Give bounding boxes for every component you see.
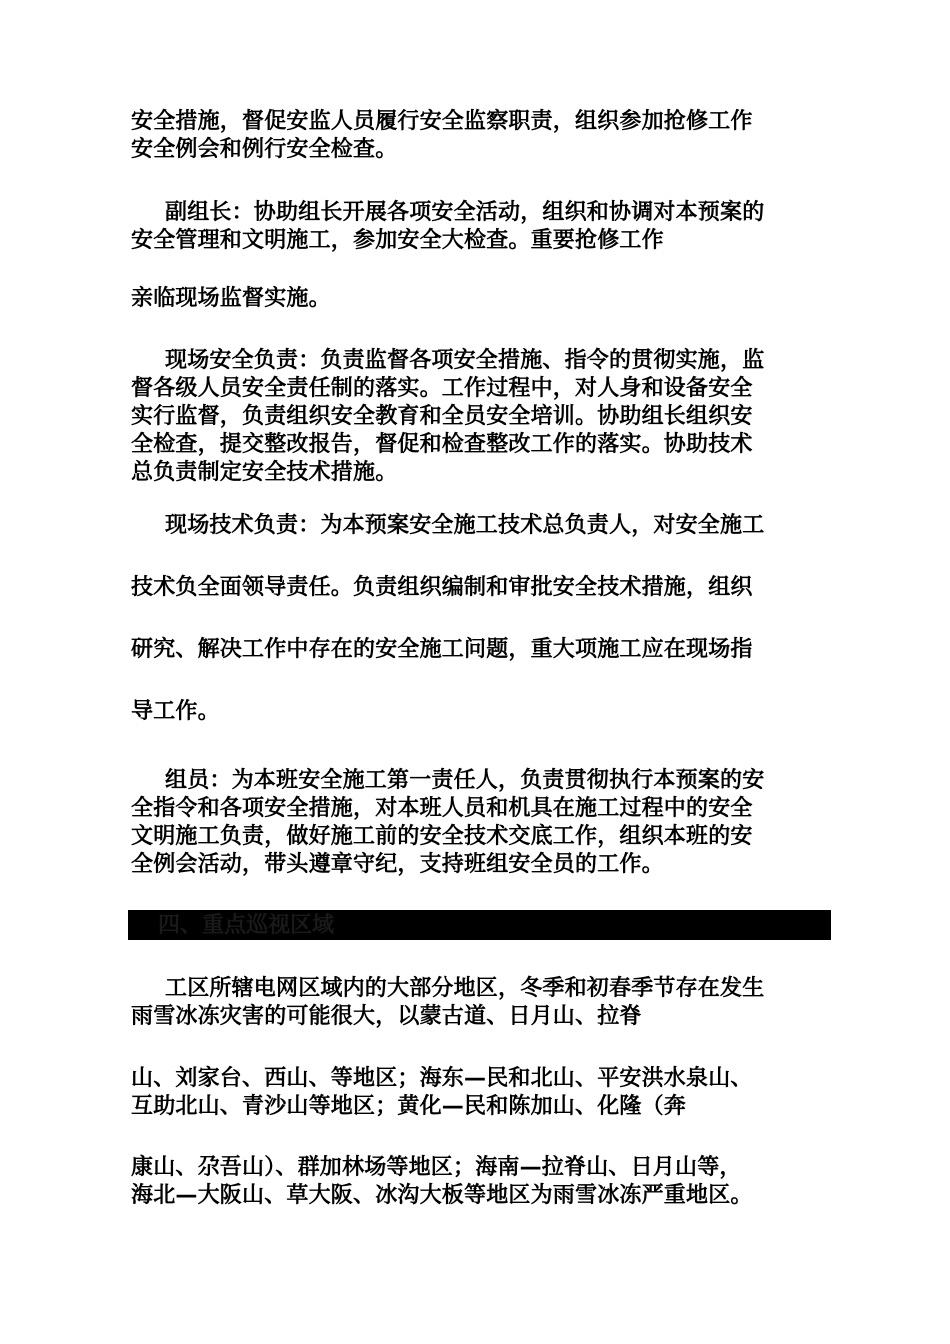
paragraph-line: 技术负全面领导责任。负责组织编制和审批安全技术措施，组织 (131, 575, 753, 600)
paragraph-line: 安全措施，督促安监人员履行安全监察职责，组织参加抢修工作 (131, 109, 753, 134)
paragraph-line: 山、刘家台、西山、等地区；海东—民和北山、平安洪水泉山、 (131, 1066, 753, 1091)
paragraph-line: 亲临现场监督实施。 (131, 286, 331, 311)
paragraph-line: 实行监督，负责组织安全教育和全员安全培训。协助组长组织安 (131, 404, 753, 429)
paragraph-line: 文明施工负责，做好施工前的安全技术交底工作，组织本班的安 (131, 824, 753, 849)
paragraph-line: 全例会活动，带头遵章守纪，支持班组安全员的工作。 (131, 852, 664, 877)
paragraph-line: 康山、尕吾山）、群加林场等地区；海南—拉脊山、日月山等， (131, 1155, 742, 1180)
paragraph-line: 全指令和各项安全措施，对本班人员和机具在施工过程中的安全 (131, 796, 753, 821)
paragraph-site-safety: 现场安全负责：负责监督各项安全措施、指令的贯彻实施，监 (165, 348, 765, 373)
paragraph-line: 全检查，提交整改报告，督促和检查整改工作的落实。协助技术 (131, 432, 753, 457)
paragraph-members: 组员：为本班安全施工第一责任人，负责贯彻执行本预案的安 (165, 768, 765, 793)
paragraph-deputy-leader: 副组长：协助组长开展各项安全活动，组织和协调对本预案的 (165, 200, 765, 225)
paragraph-line: 导工作。 (131, 699, 220, 724)
paragraph-line: 雨雪冰冻灾害的可能很大，以蒙古道、日月山、拉脊 (131, 1004, 642, 1029)
paragraph-line: 总负责制定安全技术措施。 (131, 460, 398, 485)
paragraph-line: 互助北山、青沙山等地区；黄化—民和陈加山、化隆（奔 (131, 1094, 687, 1119)
paragraph-site-technical: 现场技术负责：为本预案安全施工技术总负责人，对安全施工 (165, 513, 765, 538)
section-heading: 四、重点巡视区域 (158, 913, 335, 938)
paragraph-key-areas: 工区所辖电网区域内的大部分地区，冬季和初春季节存在发生 (165, 976, 765, 1001)
paragraph-line: 海北—大阪山、草大阪、冰沟大板等地区为雨雪冰冻严重地区。 (131, 1183, 753, 1208)
paragraph-line: 督各级人员安全责任制的落实。工作过程中，对人身和设备安全 (131, 376, 753, 401)
paragraph-line: 安全管理和文明施工，参加安全大检查。重要抢修工作 (131, 228, 664, 253)
paragraph-line: 安全例会和例行安全检查。 (131, 137, 398, 162)
paragraph-line: 研究、解决工作中存在的安全施工问题，重大项施工应在现场指 (131, 637, 753, 662)
